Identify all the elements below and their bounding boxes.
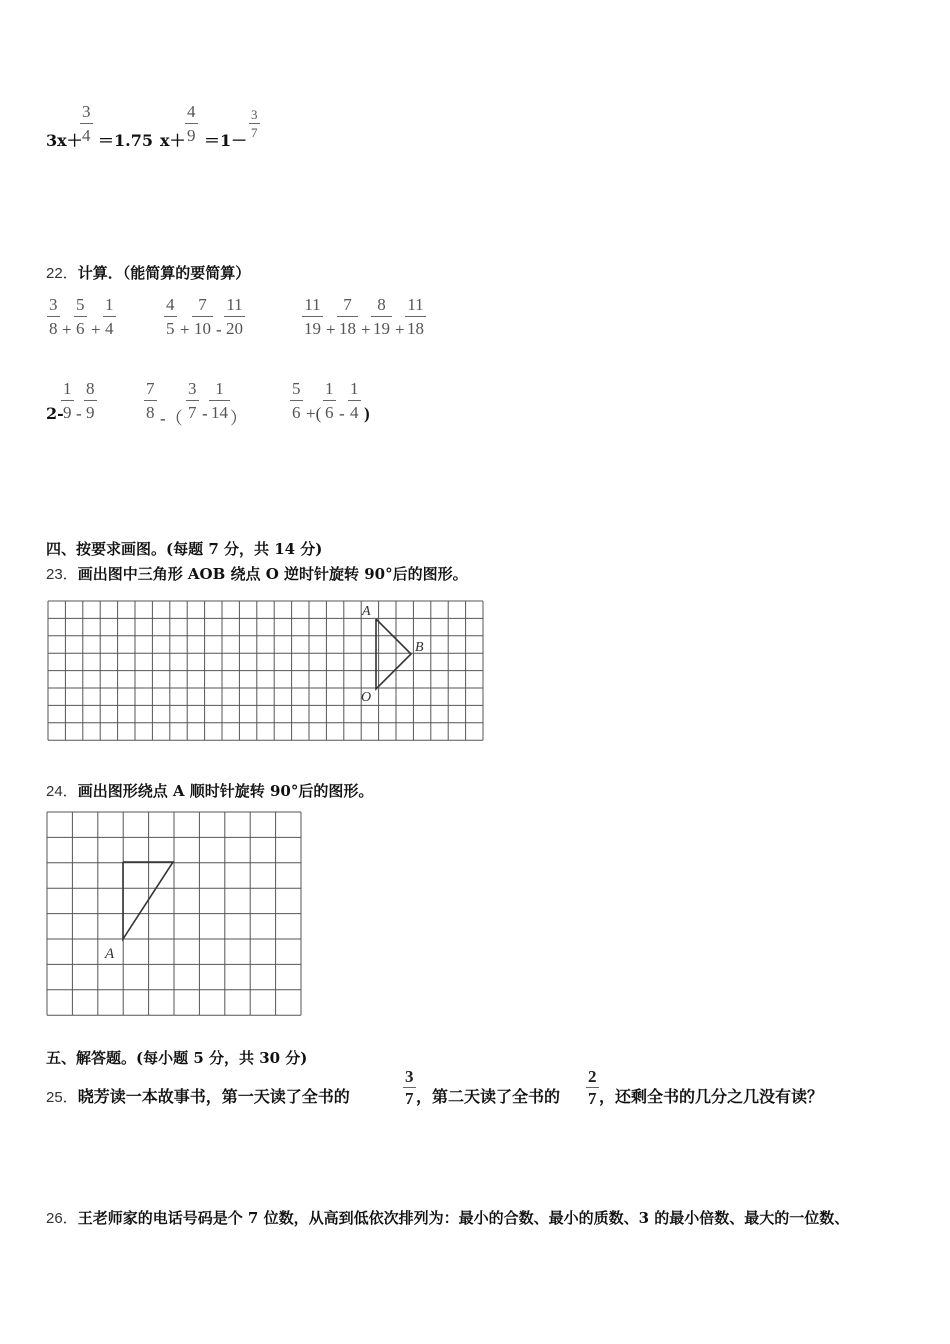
denominator: 4: [82, 126, 91, 145]
question-text: 画出图中三角形 AOB 绕点 O 逆时针旋转 90°后的图形。: [77, 565, 468, 583]
fraction: [371, 296, 392, 337]
eq2-fraction: [185, 103, 198, 144]
question-text: 王老师家的电话号码是个 7 位数，从高到低依次排列为：最小的合数、最小的质数、3 的最小倍数、最大的一位数、: [77, 1209, 850, 1227]
operator: +: [361, 320, 371, 339]
denominator: 19: [304, 319, 321, 338]
fraction: [164, 296, 177, 337]
denominator: 20: [226, 319, 243, 338]
denominator: 18: [339, 319, 356, 338]
denominator: 4: [105, 319, 114, 338]
numerator: 4: [187, 102, 196, 121]
numerator: 11: [407, 295, 424, 314]
numerator: 1: [350, 379, 359, 398]
numerator: 3: [251, 107, 258, 122]
numerator: 1: [215, 379, 224, 398]
question-number: 26．: [46, 1210, 78, 1227]
operator: +: [91, 320, 101, 339]
denominator: 8: [146, 403, 155, 422]
fraction: [186, 380, 199, 421]
fraction: [61, 380, 74, 421]
lead-text: 2-: [46, 404, 64, 423]
triangle-aob: [376, 619, 411, 689]
fraction: [47, 296, 60, 337]
operator: +: [180, 320, 190, 339]
question-text-1: 晓芳读一本故事书，第一天读了全书的: [77, 1087, 350, 1106]
operator: +: [395, 320, 405, 339]
close-paren: ): [364, 404, 370, 423]
denominator: 18: [407, 319, 424, 338]
question-24: [46, 780, 373, 801]
denominator: 5: [166, 319, 175, 338]
numerator: 5: [76, 295, 85, 314]
numerator: 8: [86, 379, 95, 398]
question-text: 计算．（能简算的要简算）: [77, 264, 251, 282]
eq1-right: ＝1.75: [98, 131, 153, 150]
triangle-shape: [123, 862, 173, 939]
question-23: [46, 563, 468, 584]
numerator: 1: [63, 379, 72, 398]
fraction-q25-2: [586, 1068, 599, 1107]
question-number: 23．: [46, 566, 78, 583]
fraction: [192, 296, 213, 337]
close-paren: ）: [230, 409, 247, 428]
label-a: A: [105, 946, 115, 962]
numerator: 1: [325, 379, 334, 398]
denominator: 6: [76, 319, 85, 338]
label-b: B: [415, 640, 424, 655]
fraction: [302, 296, 323, 337]
grid-q23: [44, 597, 484, 743]
numerator: 7: [146, 379, 155, 398]
numerator: 5: [292, 379, 301, 398]
numerator: 3: [405, 1067, 414, 1086]
denominator: 14: [211, 403, 228, 422]
fraction: [74, 296, 87, 337]
operator: -: [216, 320, 222, 339]
denominator: 6: [325, 403, 334, 422]
denominator: 7: [588, 1089, 597, 1108]
section-5-heading: 五、解答题。(每小题 5 分，共 30 分): [46, 1049, 308, 1067]
denominator: 10: [194, 319, 211, 338]
fraction: [337, 296, 358, 337]
denominator: 7: [405, 1089, 414, 1108]
denominator: 7: [188, 403, 197, 422]
operator: +(: [306, 404, 322, 423]
question-25-text-3: ，还剩全书的几分之几没有读？: [599, 1087, 824, 1106]
numerator: 3: [49, 295, 58, 314]
fraction: [209, 380, 230, 421]
section-4-heading: 四、按要求画图。(每题 7 分，共 14 分): [46, 540, 323, 558]
eq2-left: x＋: [160, 131, 186, 150]
question-22: [46, 262, 250, 283]
label-o: O: [361, 690, 372, 705]
question-25: [46, 1084, 350, 1107]
denominator: 9: [63, 403, 72, 422]
numerator: 7: [198, 295, 207, 314]
fraction: [103, 296, 116, 337]
label-a: A: [362, 604, 371, 619]
eq1-left: 3x＋: [46, 131, 83, 150]
grid-q24: [44, 809, 308, 1021]
fraction: [144, 380, 157, 421]
operator: +: [326, 320, 336, 339]
denominator: 7: [251, 125, 258, 140]
numerator: 7: [343, 295, 352, 314]
fraction: [405, 296, 426, 337]
question-number: 24．: [46, 783, 78, 800]
numerator: 3: [82, 102, 91, 121]
fraction-q25-1: [403, 1068, 416, 1107]
operator: +: [62, 320, 72, 339]
fraction: [348, 380, 361, 421]
eq1-fraction: [80, 103, 93, 144]
question-number: 25．: [46, 1089, 78, 1106]
denominator: 19: [373, 319, 390, 338]
fraction: [224, 296, 245, 337]
question-25-text-2: ，第二天读了全书的: [416, 1087, 561, 1106]
denominator: 8: [49, 319, 58, 338]
question-number: 22．: [46, 265, 78, 282]
denominator: 9: [187, 126, 196, 145]
denominator: 6: [292, 403, 301, 422]
numerator: 11: [226, 295, 243, 314]
operator: -: [76, 404, 82, 423]
numerator: 11: [304, 295, 321, 314]
question-text: 画出图形绕点 A 顺时针旋转 90°后的图形。: [77, 782, 374, 800]
numerator: 8: [377, 295, 386, 314]
fraction: [323, 380, 336, 421]
eq2-fraction-2: [249, 108, 260, 139]
numerator: 2: [588, 1067, 597, 1086]
question-26: [46, 1207, 849, 1228]
fraction: [290, 380, 303, 421]
eq2-mid: ＝1－: [204, 131, 248, 150]
denominator: 4: [350, 403, 359, 422]
numerator: 4: [166, 295, 175, 314]
operator: -（: [160, 409, 183, 428]
numerator: 1: [105, 295, 114, 314]
operator: -: [202, 404, 208, 423]
numerator: 3: [188, 379, 197, 398]
fraction: [84, 380, 97, 421]
operator: -: [339, 404, 345, 423]
denominator: 9: [86, 403, 95, 422]
